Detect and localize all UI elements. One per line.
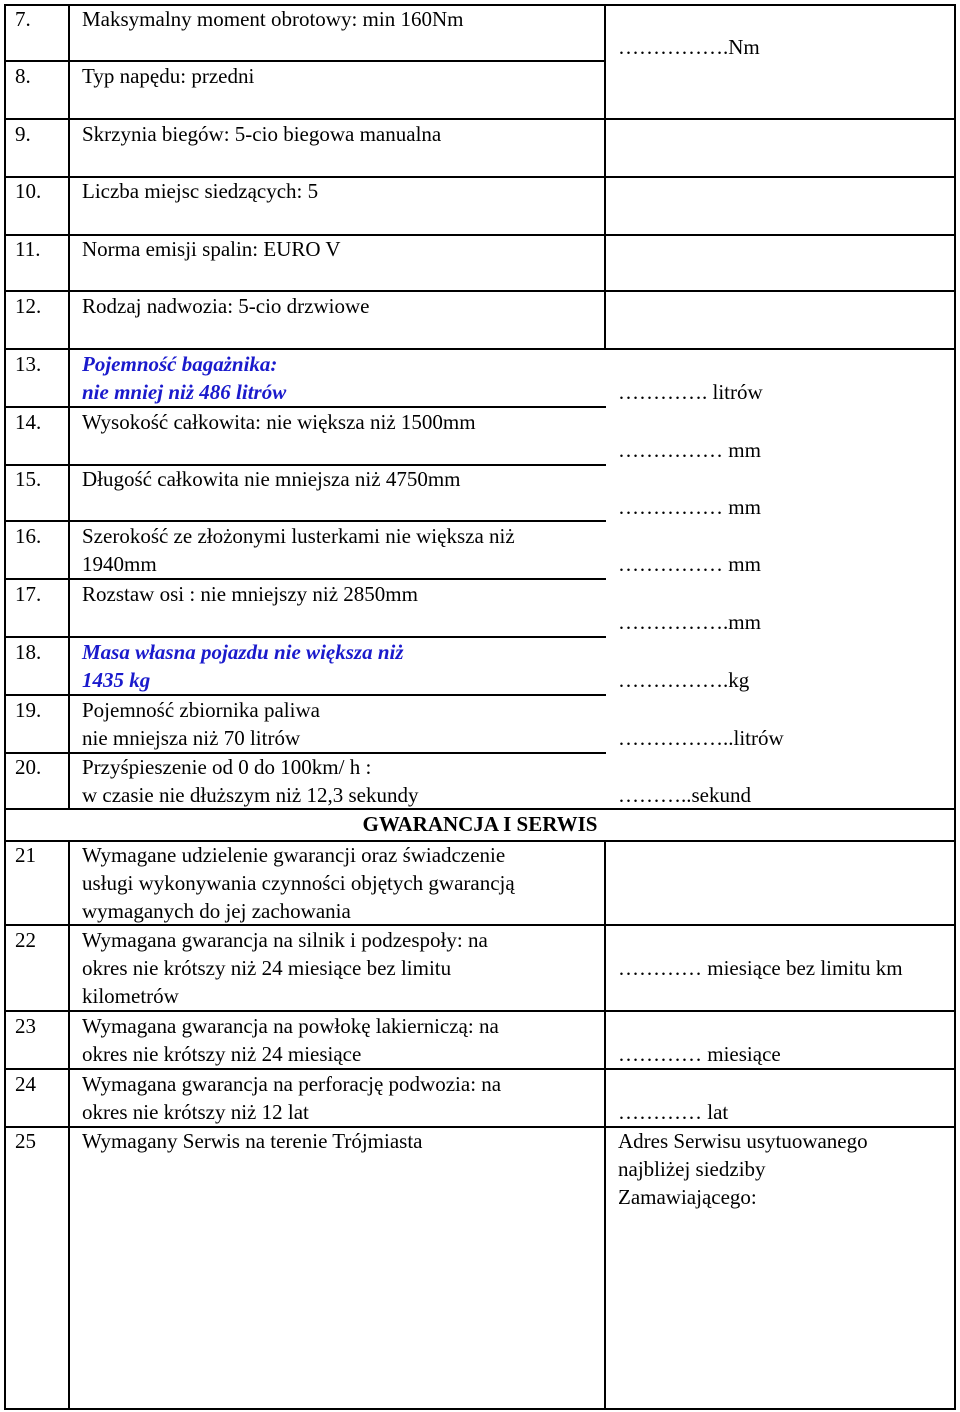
row-description: Wymagany Serwis na terenie Trójmiasta: [82, 1129, 423, 1153]
row-description: Szerokość ze złożonymi lusterkami nie większa niż: [82, 524, 515, 548]
table-border-left: [4, 4, 6, 1410]
row-description: Norma emisji spalin: EURO V: [82, 237, 341, 261]
value-weight: …………….kg: [618, 668, 750, 692]
row-number: 18.: [15, 640, 42, 664]
row-description: Wymagana gwarancja na perforację podwozia: na: [82, 1072, 502, 1096]
row-description: Wymagana gwarancja na powłokę lakierniczą: na: [82, 1014, 499, 1038]
value-trunk-capacity: …………. litrów: [618, 380, 763, 404]
row-number: 11.: [15, 237, 41, 261]
value-width: …………… mm: [618, 552, 761, 576]
value-fuel-tank: ……………..litrów: [618, 726, 784, 750]
value-length: …………… mm: [618, 495, 761, 519]
row-number: 22: [15, 928, 36, 952]
row-number: 19.: [15, 698, 42, 722]
value-paint-warranty: ………… miesiące: [618, 1042, 781, 1066]
row-description: Liczba miejsc siedzących: 5: [82, 179, 319, 203]
row-number: 21: [15, 843, 36, 867]
row-description: Typ napędu: przedni: [82, 64, 255, 88]
value-wheelbase: …………….mm: [618, 610, 761, 634]
row-description: Maksymalny moment obrotowy: min 160Nm: [82, 7, 464, 31]
table-border-bottom: [4, 1408, 956, 1410]
row-description: Rozstaw osi : nie mniejszy niż 2850mm: [82, 582, 418, 606]
row-number: 9.: [15, 122, 31, 146]
row-number: 7.: [15, 7, 31, 31]
row-number: 25: [15, 1129, 36, 1153]
value-perforation-warranty: ………… lat: [618, 1100, 729, 1124]
row-description: Wymagane udzielenie gwarancji oraz świadczenie: [82, 843, 506, 867]
row-description: Masa własna pojazdu nie większa niż: [82, 640, 404, 664]
value-service-address-cont: Zamawiającego:: [618, 1185, 757, 1209]
section-title: GWARANCJA I SERWIS: [362, 812, 598, 836]
row-description: Przyśpieszenie od 0 do 100km/ h :: [82, 755, 372, 779]
row-number: 8.: [15, 64, 31, 88]
value-acceleration: ………..sekund: [618, 783, 751, 807]
row-description: Pojemność zbiornika paliwa: [82, 698, 320, 722]
row-description: Długość całkowita nie mniejsza niż 4750mm: [82, 467, 461, 491]
row-description-cont: okres nie krótszy niż 12 lat: [82, 1100, 309, 1124]
row-description-cont: w czasie nie dłuższym niż 12,3 sekundy: [82, 783, 419, 807]
row-description-cont: 1940mm: [82, 552, 157, 576]
value-engine-warranty: ………… miesiące bez limitu km: [618, 956, 903, 980]
row-description-cont: usługi wykonywania czynności objętych gwarancją: [82, 871, 515, 895]
row-number: 15.: [15, 467, 42, 491]
row-number: 14.: [15, 410, 42, 434]
table-border-right: [954, 4, 956, 1410]
row-description-cont: kilometrów: [82, 984, 179, 1008]
row-description: Wymagana gwarancja na silnik i podzespoły: na: [82, 928, 488, 952]
row-description-cont: wymaganych do jej zachowania: [82, 899, 351, 923]
row-number: 16.: [15, 524, 42, 548]
row-description: Rodzaj nadwozia: 5-cio drzwiowe: [82, 294, 370, 318]
row-number: 12.: [15, 294, 42, 318]
value-service-address: Adres Serwisu usytuowanego: [618, 1129, 868, 1153]
row-description: Wysokość całkowita: nie większa niż 1500mm: [82, 410, 476, 434]
row-number: 20.: [15, 755, 42, 779]
row-description-cont: okres nie krótszy niż 24 miesiące bez limitu: [82, 956, 452, 980]
value-height: …………… mm: [618, 438, 761, 462]
row-description: Pojemność bagażnika:: [82, 352, 278, 376]
row-description-cont: okres nie krótszy niż 24 miesiące: [82, 1042, 362, 1066]
value-service-address-cont: najbliżej siedziby: [618, 1157, 766, 1181]
row-number: 17.: [15, 582, 42, 606]
row-description: Skrzynia biegów: 5-cio biegowa manualna: [82, 122, 442, 146]
value-torque: …………….Nm: [618, 35, 760, 59]
row-number: 23: [15, 1014, 36, 1038]
row-description-cont: 1435 kg: [82, 668, 151, 692]
row-number: 24: [15, 1072, 36, 1096]
row-number: 10.: [15, 179, 42, 203]
row-number: 13.: [15, 352, 42, 376]
row-description-cont: nie mniej niż 486 litrów: [82, 380, 287, 404]
row-description-cont: nie mniejsza niż 70 litrów: [82, 726, 301, 750]
